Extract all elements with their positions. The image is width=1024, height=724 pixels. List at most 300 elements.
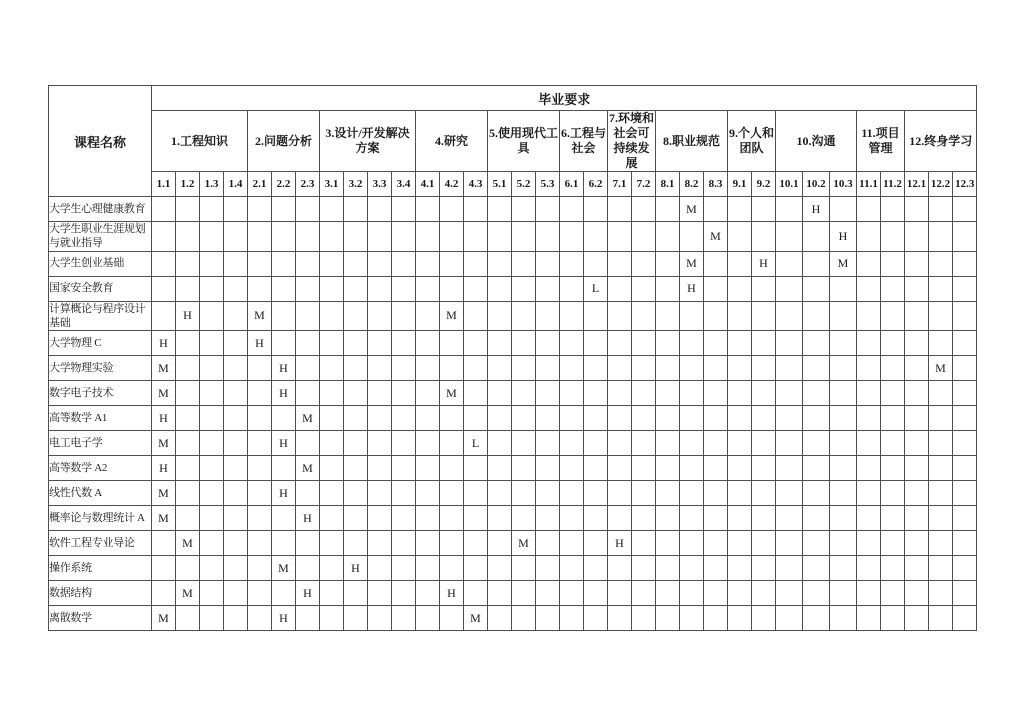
course-row [49, 251, 977, 276]
mark-cell [857, 197, 881, 222]
mark-cell [857, 301, 881, 331]
mark-cell [881, 381, 905, 406]
mark-cell [830, 506, 857, 531]
mark-cell [680, 406, 704, 431]
mark-cell [881, 222, 905, 252]
mark-cell: M [512, 531, 536, 556]
course-row [49, 431, 977, 456]
mark-cell [248, 606, 272, 631]
mark-cell [440, 406, 464, 431]
mark-cell [656, 276, 680, 301]
indicator-column-header: 7.2 [632, 172, 656, 197]
mark-cell [200, 481, 224, 506]
mark-cell [416, 197, 440, 222]
mark-cell [776, 222, 803, 252]
mark-cell [248, 431, 272, 456]
mark-cell: M [296, 406, 320, 431]
requirement-group-header: 11.项目管理 [857, 111, 905, 172]
mark-cell [272, 222, 296, 252]
mark-cell: M [152, 506, 176, 531]
mark-cell [296, 481, 320, 506]
mark-cell [560, 331, 584, 356]
mark-cell [416, 301, 440, 331]
mark-cell [656, 531, 680, 556]
mark-cell [632, 276, 656, 301]
mark-cell [296, 222, 320, 252]
mark-cell [584, 222, 608, 252]
mark-cell [830, 301, 857, 331]
mark-cell [152, 556, 176, 581]
mark-cell [929, 197, 953, 222]
mark-cell [224, 606, 248, 631]
mark-cell [320, 251, 344, 276]
mark-cell [656, 456, 680, 481]
mark-cell [752, 222, 776, 252]
mark-cell [248, 406, 272, 431]
mark-cell [344, 506, 368, 531]
mark-cell [416, 581, 440, 606]
mark-cell [464, 251, 488, 276]
mark-cell: H [152, 331, 176, 356]
mark-cell [440, 331, 464, 356]
mark-cell [929, 406, 953, 431]
header-row-subcols [49, 172, 977, 197]
mark-cell [416, 251, 440, 276]
mark-cell [464, 456, 488, 481]
mark-cell [752, 581, 776, 606]
mark-cell [464, 406, 488, 431]
mark-cell [584, 431, 608, 456]
mark-cell [953, 276, 977, 301]
mark-cell [857, 406, 881, 431]
mark-cell [803, 251, 830, 276]
mark-cell [776, 556, 803, 581]
mark-cell [704, 356, 728, 381]
course-row [49, 197, 977, 222]
mark-cell [344, 301, 368, 331]
mark-cell [728, 406, 752, 431]
requirement-group-header: 2.问题分析 [248, 111, 320, 172]
indicator-column-header: 2.3 [296, 172, 320, 197]
mark-cell [200, 197, 224, 222]
mark-cell [680, 222, 704, 252]
mark-cell [176, 381, 200, 406]
mark-cell [803, 481, 830, 506]
mark-cell [152, 222, 176, 252]
mark-cell [656, 197, 680, 222]
indicator-column-header: 10.3 [830, 172, 857, 197]
mark-cell [704, 251, 728, 276]
mark-cell [632, 222, 656, 252]
mark-cell [392, 356, 416, 381]
indicator-column-header: 11.1 [857, 172, 881, 197]
mark-cell [752, 356, 776, 381]
mark-cell [536, 406, 560, 431]
mark-cell [881, 556, 905, 581]
mark-cell: M [152, 431, 176, 456]
mark-cell [320, 481, 344, 506]
mark-cell [680, 581, 704, 606]
mark-cell [830, 381, 857, 406]
mark-cell [953, 301, 977, 331]
mark-cell [344, 331, 368, 356]
mark-cell [830, 481, 857, 506]
mark-cell [416, 222, 440, 252]
mark-cell [248, 456, 272, 481]
mark-cell [296, 356, 320, 381]
mark-cell [857, 531, 881, 556]
mark-cell [536, 606, 560, 631]
mark-cell [680, 606, 704, 631]
mark-cell [728, 251, 752, 276]
indicator-column-header: 8.3 [704, 172, 728, 197]
mark-cell [320, 556, 344, 581]
indicator-column-header: 9.1 [728, 172, 752, 197]
mark-cell [608, 431, 632, 456]
mark-cell [224, 581, 248, 606]
indicator-column-header: 2.2 [272, 172, 296, 197]
mark-cell [776, 406, 803, 431]
mark-cell [881, 606, 905, 631]
mark-cell [536, 531, 560, 556]
mark-cell [656, 506, 680, 531]
mark-cell [857, 276, 881, 301]
mark-cell [392, 251, 416, 276]
mark-cell [953, 606, 977, 631]
mark-cell [905, 456, 929, 481]
mark-cell [929, 531, 953, 556]
mark-cell [560, 456, 584, 481]
mark-cell [368, 406, 392, 431]
mark-cell [248, 531, 272, 556]
mark-cell [728, 431, 752, 456]
mark-cell [344, 381, 368, 406]
mark-cell [368, 431, 392, 456]
mark-cell [488, 431, 512, 456]
mark-cell [752, 406, 776, 431]
indicator-column-header: 4.1 [416, 172, 440, 197]
mark-cell [704, 197, 728, 222]
mark-cell [176, 251, 200, 276]
mark-cell [584, 381, 608, 406]
mark-cell [752, 197, 776, 222]
mark-cell [320, 406, 344, 431]
mark-cell [857, 356, 881, 381]
mark-cell [905, 406, 929, 431]
mark-cell [296, 556, 320, 581]
mark-cell [608, 381, 632, 406]
mark-cell [830, 406, 857, 431]
mark-cell [392, 581, 416, 606]
mark-cell [344, 481, 368, 506]
mark-cell [416, 276, 440, 301]
mark-cell [680, 381, 704, 406]
mark-cell [392, 606, 416, 631]
course-name-cell: 大学物理 C [49, 331, 152, 356]
mark-cell [632, 301, 656, 331]
mark-cell [440, 356, 464, 381]
mark-cell [728, 581, 752, 606]
course-name-cell: 高等数学 A2 [49, 456, 152, 481]
mark-cell [560, 606, 584, 631]
mark-cell [776, 197, 803, 222]
mark-cell: H [296, 506, 320, 531]
mark-cell [953, 456, 977, 481]
mark-cell [248, 197, 272, 222]
mark-cell [929, 606, 953, 631]
mark-cell [224, 481, 248, 506]
mark-cell [656, 356, 680, 381]
mark-cell [296, 431, 320, 456]
mark-cell [368, 481, 392, 506]
indicator-column-header: 6.1 [560, 172, 584, 197]
mark-cell [320, 456, 344, 481]
mark-cell [905, 381, 929, 406]
mark-cell [560, 481, 584, 506]
mark-cell [512, 506, 536, 531]
mark-cell [728, 481, 752, 506]
mark-cell [803, 406, 830, 431]
mark-cell [536, 301, 560, 331]
curriculum-matrix-table [48, 85, 977, 631]
mark-cell [776, 251, 803, 276]
mark-cell [560, 197, 584, 222]
mark-cell [776, 531, 803, 556]
mark-cell: M [272, 556, 296, 581]
mark-cell [803, 581, 830, 606]
mark-cell [368, 301, 392, 331]
mark-cell [608, 556, 632, 581]
indicator-column-header: 9.2 [752, 172, 776, 197]
mark-cell [929, 556, 953, 581]
mark-cell [632, 356, 656, 381]
mark-cell [830, 456, 857, 481]
indicator-column-header: 3.3 [368, 172, 392, 197]
mark-cell [488, 531, 512, 556]
mark-cell [224, 331, 248, 356]
course-name-cell: 大学生创业基础 [49, 251, 152, 276]
indicator-column-header: 1.1 [152, 172, 176, 197]
mark-cell: M [152, 381, 176, 406]
mark-cell [560, 431, 584, 456]
mark-cell [803, 222, 830, 252]
indicator-column-header: 2.1 [248, 172, 272, 197]
mark-cell [200, 251, 224, 276]
indicator-column-header: 11.2 [881, 172, 905, 197]
indicator-column-header: 8.1 [656, 172, 680, 197]
mark-cell [440, 197, 464, 222]
mark-cell [608, 251, 632, 276]
mark-cell [176, 556, 200, 581]
mark-cell [176, 276, 200, 301]
mark-cell [803, 556, 830, 581]
mark-cell [512, 222, 536, 252]
mark-cell [512, 331, 536, 356]
requirement-group-header: 10.沟通 [776, 111, 857, 172]
mark-cell: M [176, 531, 200, 556]
mark-cell [776, 606, 803, 631]
mark-cell [152, 251, 176, 276]
mark-cell [320, 381, 344, 406]
mark-cell [704, 406, 728, 431]
mark-cell [296, 606, 320, 631]
mark-cell [200, 606, 224, 631]
mark-cell [728, 276, 752, 301]
mark-cell: M [440, 301, 464, 331]
mark-cell [536, 197, 560, 222]
mark-cell: H [272, 481, 296, 506]
mark-cell [752, 381, 776, 406]
mark-cell [776, 456, 803, 481]
course-name-cell: 线性代数 A [49, 481, 152, 506]
mark-cell [536, 581, 560, 606]
mark-cell [803, 606, 830, 631]
mark-cell [728, 301, 752, 331]
mark-cell [881, 356, 905, 381]
mark-cell [953, 406, 977, 431]
mark-cell [536, 506, 560, 531]
mark-cell [416, 431, 440, 456]
mark-cell [953, 222, 977, 252]
mark-cell [905, 606, 929, 631]
mark-cell [830, 556, 857, 581]
course-row [49, 606, 977, 631]
mark-cell [881, 276, 905, 301]
mark-cell [857, 556, 881, 581]
mark-cell [656, 556, 680, 581]
mark-cell [344, 531, 368, 556]
mark-cell [953, 197, 977, 222]
mark-cell [368, 356, 392, 381]
mark-cell [344, 456, 368, 481]
mark-cell [752, 506, 776, 531]
mark-cell: M [929, 356, 953, 381]
graduation-requirements-header: 毕业要求 [152, 86, 977, 111]
mark-cell [905, 276, 929, 301]
mark-cell [803, 331, 830, 356]
mark-cell [905, 581, 929, 606]
mark-cell [440, 251, 464, 276]
mark-cell [488, 456, 512, 481]
mark-cell [488, 251, 512, 276]
mark-cell [560, 251, 584, 276]
mark-cell [857, 456, 881, 481]
mark-cell [632, 481, 656, 506]
mark-cell [929, 581, 953, 606]
course-row [49, 456, 977, 481]
mark-cell [200, 431, 224, 456]
indicator-column-header: 4.2 [440, 172, 464, 197]
course-row [49, 222, 977, 252]
mark-cell: M [152, 356, 176, 381]
mark-cell [200, 331, 224, 356]
mark-cell [728, 356, 752, 381]
course-name-cell: 数字电子技术 [49, 381, 152, 406]
mark-cell [953, 431, 977, 456]
mark-cell [881, 581, 905, 606]
mark-cell [392, 381, 416, 406]
mark-cell [488, 406, 512, 431]
mark-cell [392, 406, 416, 431]
mark-cell [176, 197, 200, 222]
mark-cell [752, 456, 776, 481]
mark-cell: H [296, 581, 320, 606]
mark-cell [776, 301, 803, 331]
mark-cell [512, 197, 536, 222]
mark-cell [608, 581, 632, 606]
mark-cell: H [752, 251, 776, 276]
mark-cell [905, 251, 929, 276]
course-row [49, 406, 977, 431]
mark-cell [488, 556, 512, 581]
mark-cell: M [152, 606, 176, 631]
mark-cell [953, 556, 977, 581]
requirement-group-header: 8.职业规范 [656, 111, 728, 172]
mark-cell [320, 606, 344, 631]
indicator-column-header: 5.3 [536, 172, 560, 197]
mark-cell [881, 431, 905, 456]
mark-cell [584, 251, 608, 276]
mark-cell: H [152, 456, 176, 481]
mark-cell [881, 456, 905, 481]
mark-cell [704, 531, 728, 556]
mark-cell [512, 251, 536, 276]
mark-cell [344, 606, 368, 631]
mark-cell [608, 506, 632, 531]
mark-cell [803, 356, 830, 381]
mark-cell [320, 581, 344, 606]
mark-cell [632, 456, 656, 481]
course-name-cell: 大学生心理健康教育 [49, 197, 152, 222]
mark-cell [392, 531, 416, 556]
mark-cell [632, 406, 656, 431]
mark-cell [632, 531, 656, 556]
mark-cell [488, 356, 512, 381]
course-row [49, 556, 977, 581]
mark-cell [344, 276, 368, 301]
mark-cell [536, 381, 560, 406]
mark-cell: M [152, 481, 176, 506]
mark-cell [656, 381, 680, 406]
mark-cell [728, 197, 752, 222]
mark-cell [536, 556, 560, 581]
mark-cell [200, 581, 224, 606]
mark-cell [632, 251, 656, 276]
mark-cell [272, 251, 296, 276]
mark-cell [803, 381, 830, 406]
mark-cell [905, 556, 929, 581]
mark-cell [272, 276, 296, 301]
mark-cell [776, 431, 803, 456]
mark-cell: H [803, 197, 830, 222]
mark-cell [512, 301, 536, 331]
mark-cell [752, 481, 776, 506]
mark-cell: M [680, 251, 704, 276]
mark-cell [416, 506, 440, 531]
mark-cell [803, 531, 830, 556]
mark-cell [560, 556, 584, 581]
mark-cell: M [680, 197, 704, 222]
mark-cell [176, 406, 200, 431]
mark-cell [680, 556, 704, 581]
mark-cell [320, 301, 344, 331]
mark-cell [632, 197, 656, 222]
mark-cell [320, 506, 344, 531]
mark-cell [608, 406, 632, 431]
mark-cell [368, 331, 392, 356]
mark-cell [512, 456, 536, 481]
mark-cell [512, 581, 536, 606]
